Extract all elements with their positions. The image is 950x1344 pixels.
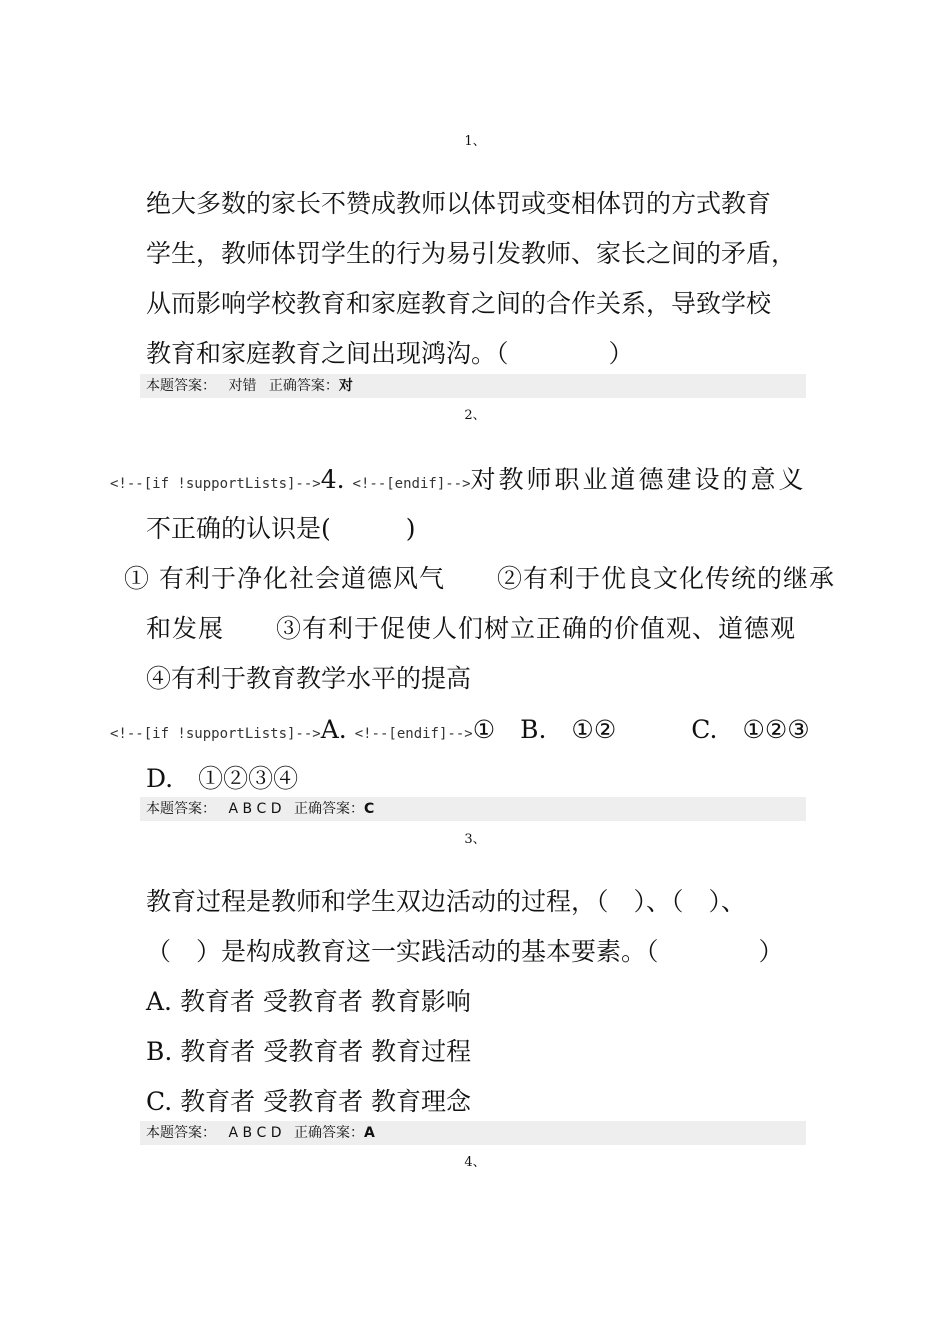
correct-answer-value: 对 — [338, 378, 353, 394]
answer-label: 本题答案： — [146, 378, 216, 394]
answer-bar — [140, 797, 806, 821]
question-text-line: （ ）是构成教育这一实践活动的基本要素。（ ） — [146, 937, 784, 966]
correct-answer-label: 正确答案： — [268, 378, 339, 394]
html-comment-text: <!--[endif]--> — [352, 476, 471, 492]
answer-bar — [140, 374, 806, 398]
question-stem-text: 对教师职业道德建设的意义 — [470, 465, 807, 494]
correct-answer-label: 正确答案： — [294, 801, 364, 817]
correct-answer-value: C — [364, 801, 375, 817]
option-line: C. 教育者 受教育者 教育理念 — [146, 1087, 472, 1116]
question-text-line: ① 有利于净化社会道德风气 ②有利于优良文化传统的继承 — [124, 564, 835, 593]
html-comment-text: <!--[endif]--> — [354, 726, 473, 742]
question-text-line: 和发展 ③有利于促使人们树立正确的价值观、道德观 — [146, 614, 797, 643]
question-number: 4、 — [464, 1155, 486, 1170]
question-number: 1、 — [464, 134, 486, 149]
question-number: 2、 — [464, 408, 486, 423]
question-text-line: 学生，教师体罚学生的行为易引发教师、家长之间的矛盾， — [146, 239, 797, 268]
option-text: ① B. ①② C. ①②③ — [472, 715, 810, 744]
question-number: 3、 — [464, 832, 486, 847]
question-text-line: 绝大多数的家长不赞成教师以体罚或变相体罚的方式教育 — [146, 189, 772, 218]
answer-options: A B C D — [228, 1125, 282, 1141]
answer-options: A B C D — [228, 801, 282, 817]
html-comment-text: <!--[if !supportLists]--> — [110, 476, 321, 492]
option-line — [110, 710, 810, 746]
answer-options: 对错 — [228, 378, 257, 394]
answer-label: 本题答案： — [146, 1125, 216, 1141]
correct-answer-value: A — [364, 1125, 375, 1141]
question-stem-line — [110, 460, 806, 496]
correct-answer-label: 正确答案： — [294, 1125, 364, 1141]
answer-bar — [140, 1121, 806, 1145]
question-text-line: 从而影响学校教育和家庭教育之间的合作关系，导致学校 — [146, 289, 772, 318]
list-number: 4. — [320, 465, 345, 494]
option-line: D. ①②③④ — [146, 764, 299, 793]
question-text-line: ④有利于教育教学水平的提高 — [146, 664, 472, 693]
question-text-line: 教育过程是教师和学生双边活动的过程，（ ）、（ ）、 — [146, 887, 747, 916]
option-line: A. 教育者 受教育者 教育影响 — [146, 987, 471, 1016]
html-comment-text: <!--[if !supportLists]--> — [110, 726, 321, 742]
question-text-line: 教育和家庭教育之间出现鸿沟。（ ） — [146, 339, 634, 368]
option-letter: A. — [320, 715, 347, 744]
answer-label: 本题答案： — [146, 801, 216, 817]
option-line: B. 教育者 受教育者 教育过程 — [146, 1037, 472, 1066]
question-text-line: 不正确的认识是( ) — [146, 514, 416, 543]
